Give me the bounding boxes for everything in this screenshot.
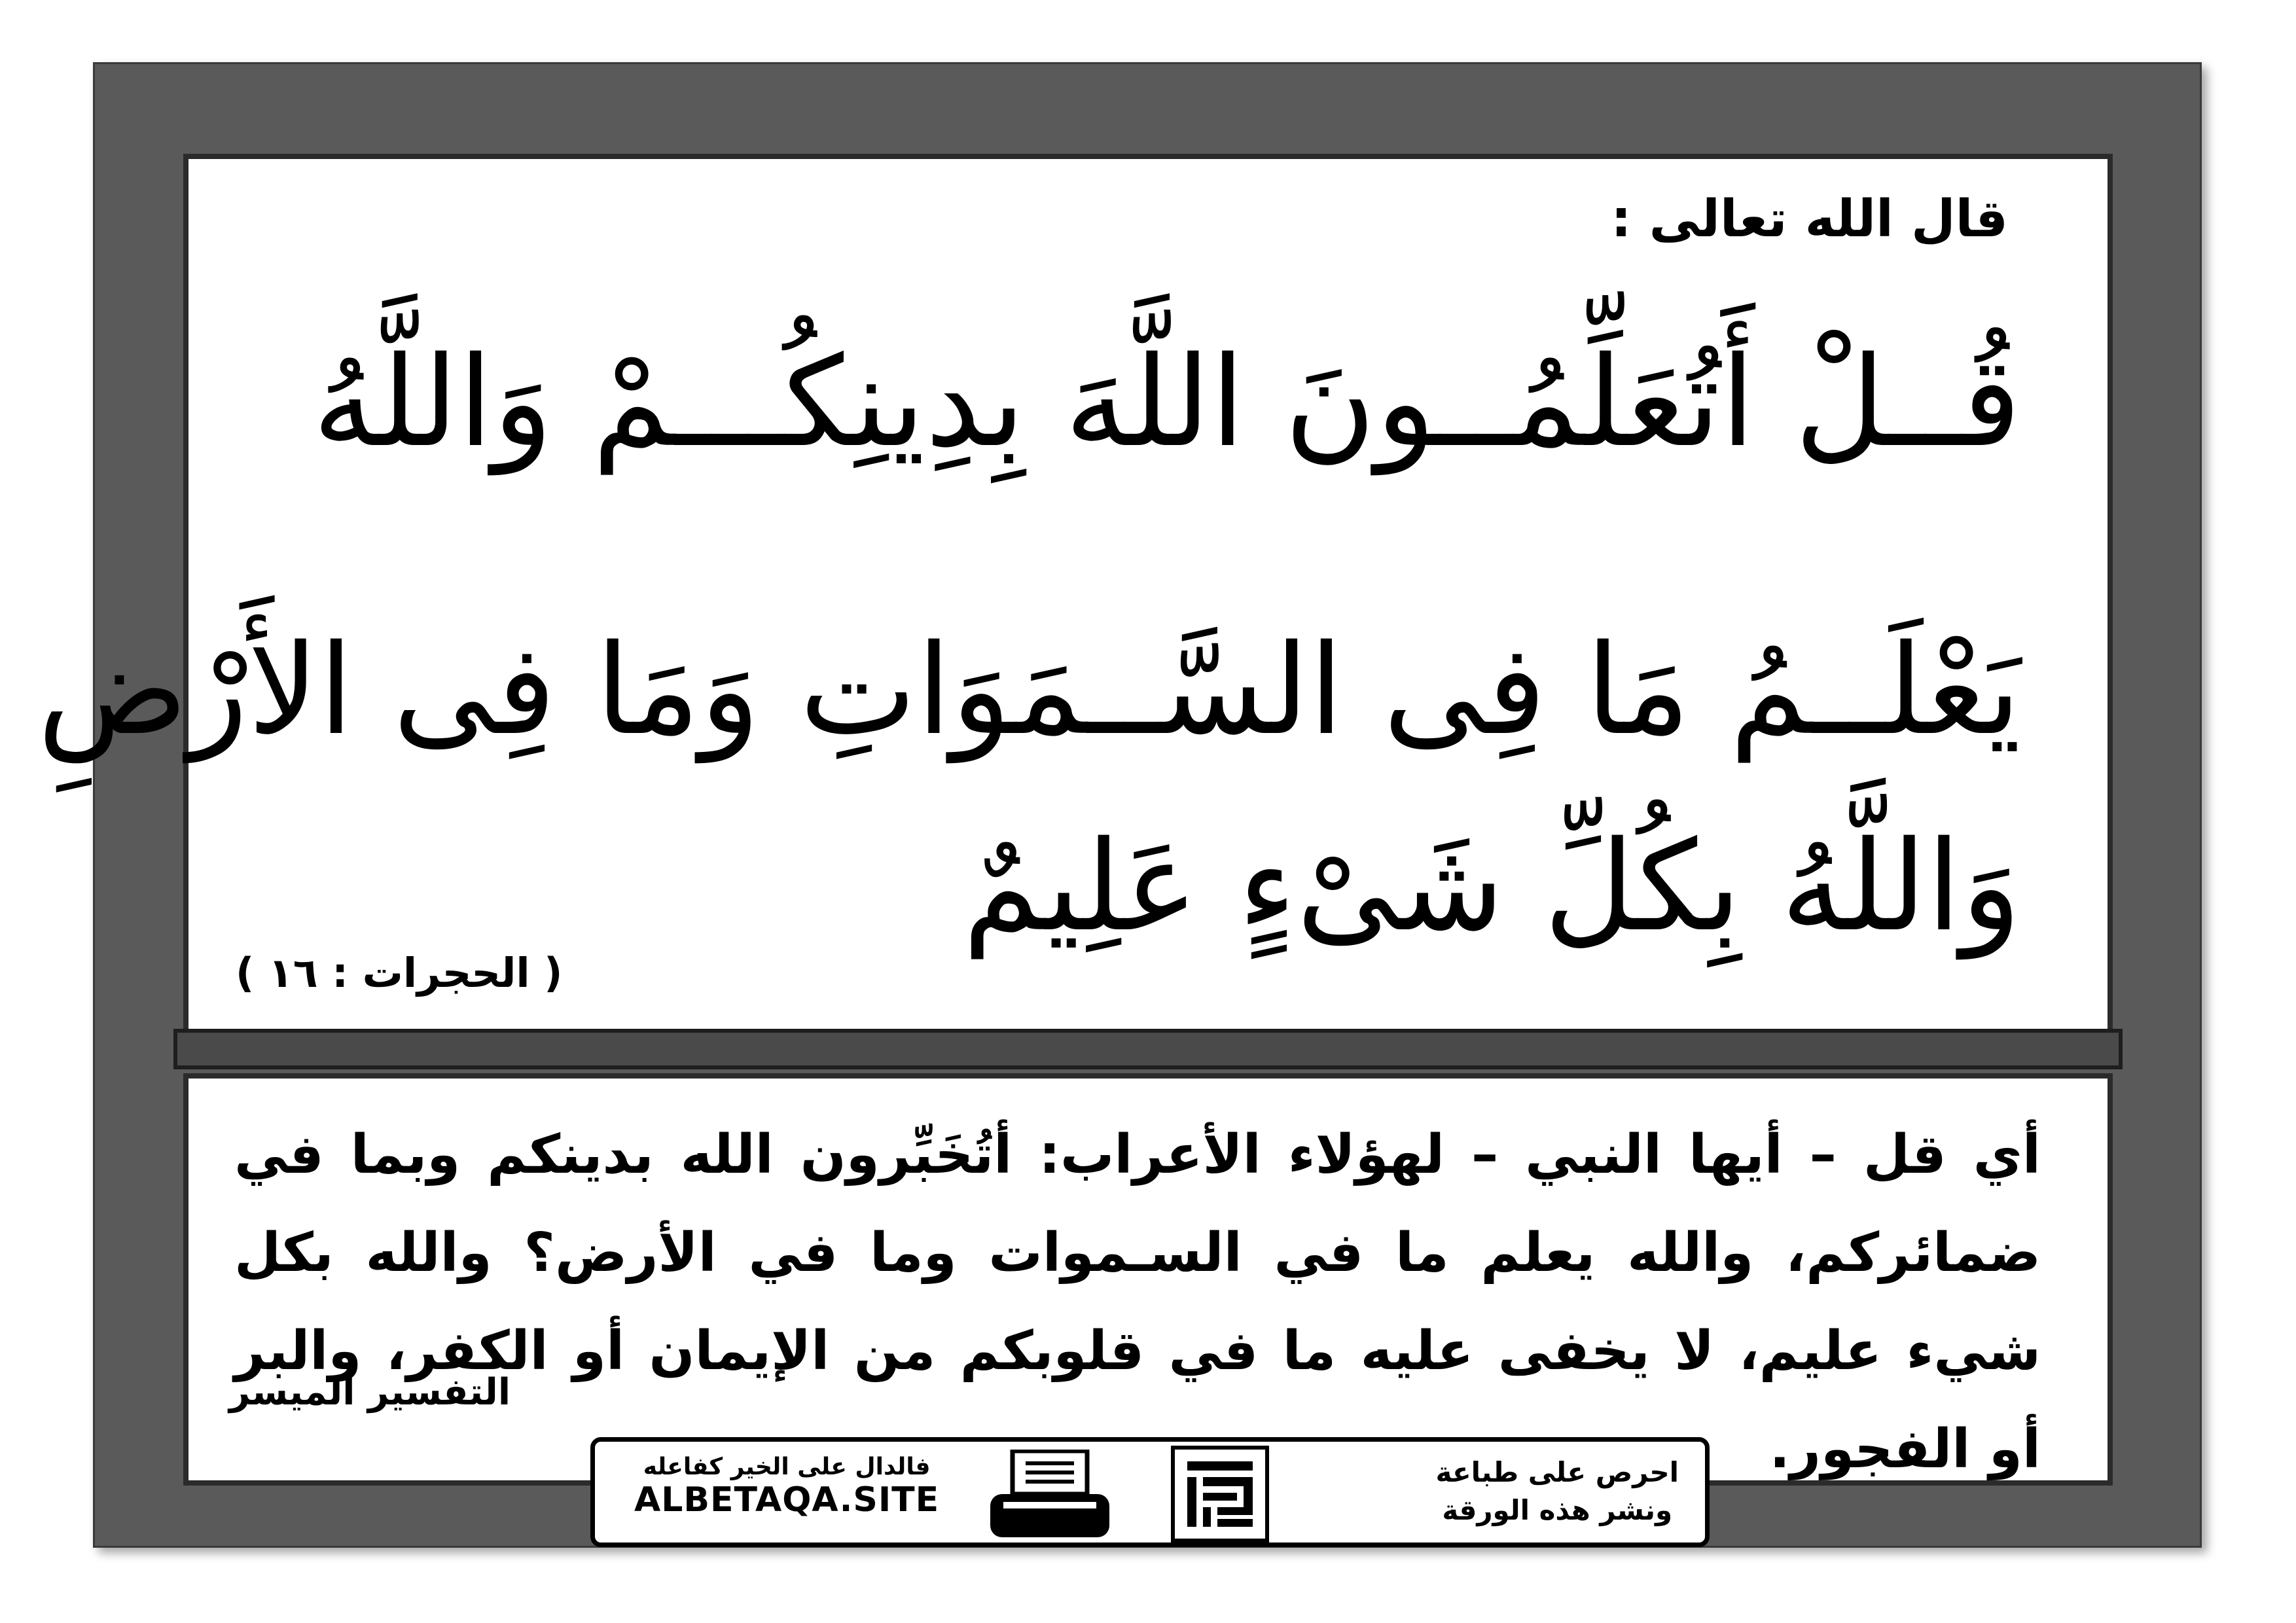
footer-site[interactable]: ALBETAQA.SITE xyxy=(634,1480,940,1520)
verse-heading: قال الله تعالى : xyxy=(1611,190,2008,249)
printer-icon xyxy=(988,1450,1112,1544)
verse-line-2: يَعْلَــمُ مَا فِى السَّــمَوَاتِ وَمَا فِى الأَرْضِ xyxy=(37,618,2021,762)
verse-line-1: قُــلْ أَتُعَلِّمُــونَ اللَّهَ بِدِينِكُـــمْ وَاللَّهُ xyxy=(312,330,2021,474)
verse-line-3: وَاللَّهُ بِكُلِّ شَىْءٍ عَلِيمٌ xyxy=(962,814,2021,959)
tafsir-source: التفسير الميسر xyxy=(229,1371,511,1414)
footer-print-line-2: ونشر هذه الورقة xyxy=(1442,1494,1673,1526)
tafsir-text: أي قل – أيها النبي – لهؤلاء الأعراب: أتُخَبِّرون الله بدينكم وبما في ضمائركم، والله يعلم ما في السـموات وما في الأرض؟ والله بكل شيء عليم، لا يخفى عليه ما في قلوبكم من الإيمان أو الكفر، والبر أو الفجور. xyxy=(234,1124,2041,1480)
footer-banner xyxy=(590,1437,1710,1547)
panel-divider xyxy=(173,1029,2123,1069)
verse-reference: ( الحجرات : ١٦ ) xyxy=(236,949,563,997)
footer-print-note xyxy=(1436,1454,1679,1529)
dawah-logo xyxy=(1171,1446,1269,1543)
kufic-logo-icon xyxy=(1181,1455,1259,1533)
footer-site-block xyxy=(634,1454,939,1520)
footer-print-line-1: احرص على طباعة xyxy=(1435,1456,1679,1488)
footer-proverb: فالدال على الخير كفاعله xyxy=(643,1454,931,1480)
